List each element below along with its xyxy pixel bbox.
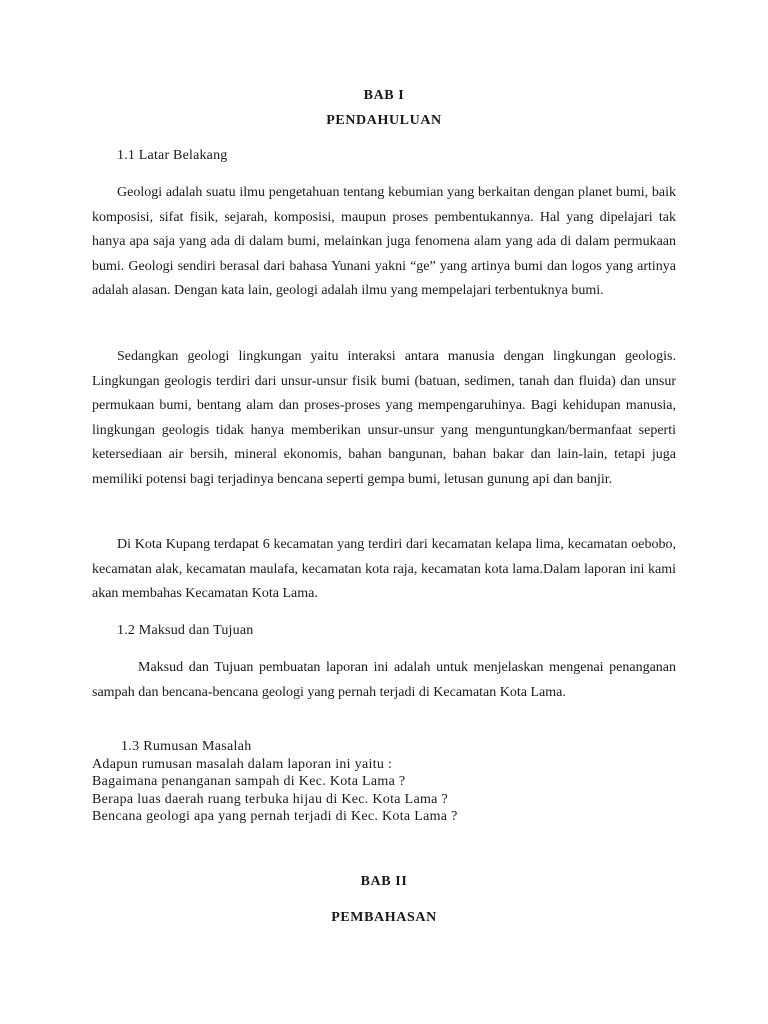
rumusan-question: Bagaimana penanganan sampah di Kec. Kota Lama ? — [92, 774, 406, 789]
paragraph-maksud-tujuan: Maksud dan Tujuan pembuatan laporan ini adalah untuk menjelaskan mengenai penanganan sampah dan bencana-bencana geologi yang pernah terjadi di Kecamatan Kota Lama. — [92, 660, 676, 700]
paragraph-kota-kupang: Di Kota Kupang terdapat 6 kecamatan yang terdiri dari kecamatan kelapa lima, kecamatan oebobo, kecamatan alak, kecamatan maulafa, kecamatan kota raja, kecamatan kota lama.Dalam laporan ini kami akan membahas Kecamatan Kota Lama. — [92, 537, 676, 601]
rumusan-masalah-block — [92, 738, 458, 826]
rumusan-question: Bencana geologi apa yang pernah terjadi di Kec. Kota Lama ? — [92, 809, 458, 824]
chapter-title: PEMBAHASAN — [331, 910, 437, 925]
section-heading-maksud-tujuan: 1.2 Maksud dan Tujuan — [117, 623, 254, 638]
chapter-title: PENDAHULUAN — [326, 113, 442, 128]
section-heading-latar-belakang: 1.1 Latar Belakang — [117, 148, 228, 163]
chapter-number: BAB II — [360, 874, 408, 889]
paragraph-geologi-lingkungan: Sedangkan geologi lingkungan yaitu interaksi antara manusia dengan lingkungan geologis. Lingkungan geologis terdiri dari unsur-unsur fisik bumi (batuan, sedimen, tanah dan fluida) dan unsur permukaan bumi, bentang alam dan proses-proses yang mempengaruhinya. Bagi kehidupan manusia, lingkungan geologis tidak hanya memberikan unsur-unsur yang menguntungkan/bermanfaat seperti ketersediaan air bersih, mineral ekonomis, bahan bangunan, bahan bakar dan lain-lain, tetapi juga memiliki potensi bagi terjadinya bencana seperti gempa bumi, letusan gunung api dan banjir. — [92, 349, 676, 487]
rumusan-intro-line: Adapun rumusan masalah dalam laporan ini yaitu : — [92, 756, 393, 772]
section-heading-rumusan-masalah: 1.3 Rumusan Masalah — [121, 739, 252, 754]
paragraph-geologi: Geologi adalah suatu ilmu pengetahuan tentang kebumian yang berkaitan dengan planet bumi, baik komposisi, sifat fisik, sejarah, komposisi, maupun proses pembentukannya. Hal yang dipelajari tak hanya apa saja yang ada di dalam bumi, melainkan juga fenomena alam yang ada di dalam permukaan bumi. Geologi sendiri berasal dari bahasa Yunani yakni “ge” yang artinya bumi dan logos yang artinya adalah alasan. Dengan kata lain, geologi adalah ilmu yang mempelajari terbentuknya bumi. — [92, 185, 676, 298]
chapter-number: BAB I — [363, 88, 405, 103]
rumusan-question: Berapa luas daerah ruang terbuka hijau di Kec. Kota Lama ? — [92, 791, 448, 807]
